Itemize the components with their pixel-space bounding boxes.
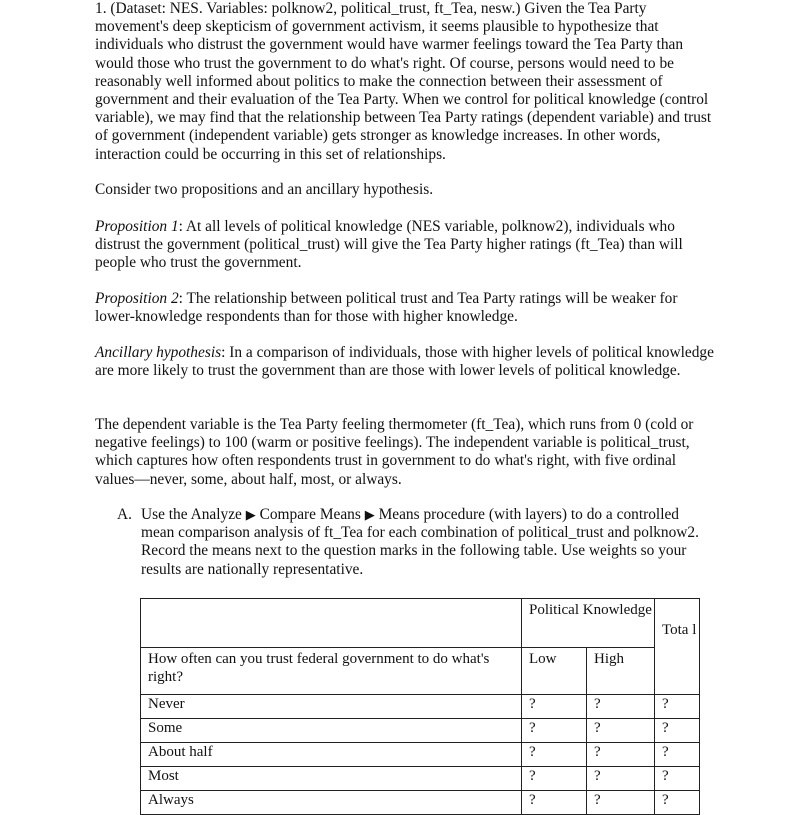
low-cell: ?: [522, 719, 587, 743]
consider-paragraph: Consider two propositions and an ancillary hypothesis.: [95, 181, 434, 198]
question-a-text-part2: Compare Means: [255, 506, 365, 523]
ancillary-hypothesis-label: Ancillary hypothesis: [95, 344, 222, 361]
low-cell: ?: [522, 743, 587, 767]
proposition-1-text: : At all levels of political knowledge (NES variable, polknow2), individuals who distrust the government (political_trust) will give the Tea Party higher ratings (ft_Tea) than will people who trust the government.: [95, 218, 683, 272]
political-knowledge-header: Political Knowledge: [522, 599, 655, 648]
proposition-2-label: Proposition 2: [95, 290, 179, 307]
total-cell: ?: [655, 743, 700, 767]
low-header: Low: [522, 648, 587, 695]
proposition-2-text: : The relationship between political trust and Tea Party ratings will be weaker for lower-knowledge respondents than for those with higher knowledge.: [95, 290, 678, 326]
question-a-letter: A.: [117, 506, 132, 523]
proposition-1: [95, 218, 717, 273]
row-label: Always: [141, 791, 522, 815]
low-cell: ?: [522, 695, 587, 719]
menu-arrow-icon: ▶: [245, 507, 256, 522]
total-cell: ?: [655, 719, 700, 743]
high-cell: ?: [587, 791, 655, 815]
table-row: [141, 791, 700, 815]
total-cell: ?: [655, 767, 700, 791]
table-corner-cell: [141, 599, 522, 648]
total-cell: ?: [655, 791, 700, 815]
means-table: [140, 598, 700, 815]
table-row: [141, 695, 700, 719]
proposition-1-label: Proposition 1: [95, 218, 179, 235]
total-header: Tota l: [655, 599, 700, 695]
row-label: About half: [141, 743, 522, 767]
menu-arrow-icon: ▶: [364, 507, 375, 522]
ancillary-hypothesis: [95, 344, 717, 380]
question-a-text: [141, 506, 711, 579]
high-cell: ?: [587, 719, 655, 743]
high-cell: ?: [587, 695, 655, 719]
intro-paragraph: 1. (Dataset: NES. Variables: polknow2, political_trust, ft_Tea, nesw.) Given the Tea Party movement's deep skepticism of government activism, it seems plausible to hypothesize that individuals who distrust the government would have warmer feelings toward the Tea Party than would those who trust the government to do what's right. Of course, persons would need to be reasonably well informed about politics to make the connection between their assessment of government and their evaluation of the Tea Party. When we control for political knowledge (control variable), we may find that the relationship between Tea Party ratings (dependent variable) and trust of government (independent variable) gets stronger as knowledge increases. In other words, interaction could be occurring in this set of relationships.: [95, 0, 712, 163]
high-header: High: [587, 648, 655, 695]
total-cell: ?: [655, 695, 700, 719]
table-row: [141, 743, 700, 767]
row-header: How often can you trust federal government to do what's right?: [141, 648, 522, 695]
row-label: Never: [141, 695, 522, 719]
table-row: [141, 767, 700, 791]
table-row: [141, 719, 700, 743]
proposition-2: [95, 290, 717, 326]
high-cell: ?: [587, 743, 655, 767]
question-a-text-part3: Means procedure (with layers) to do a controlled mean comparison analysis of ft_Tea for each combination of political_trust and polknow2. Record the means next to the question marks in the following table. Use weights so your results are nationally representative.: [141, 506, 699, 578]
row-label: Some: [141, 719, 522, 743]
row-label: Most: [141, 767, 522, 791]
high-cell: ?: [587, 767, 655, 791]
question-a-text-part1: Use the Analyze: [141, 506, 246, 523]
variables-paragraph: The dependent variable is the Tea Party feeling thermometer (ft_Tea), which runs from 0 (cold or negative feelings) to 100 (warm or positive feelings). The independent variable is political_trust, which captures how often respondents trust in government to do what's right, with five ordinal values—never, some, about half, most, or always.: [95, 416, 694, 488]
low-cell: ?: [522, 767, 587, 791]
low-cell: ?: [522, 791, 587, 815]
ancillary-hypothesis-text: : In a comparison of individuals, those with higher levels of political knowledge are more likely to trust the government than are those with lower levels of political knowledge.: [95, 344, 714, 380]
